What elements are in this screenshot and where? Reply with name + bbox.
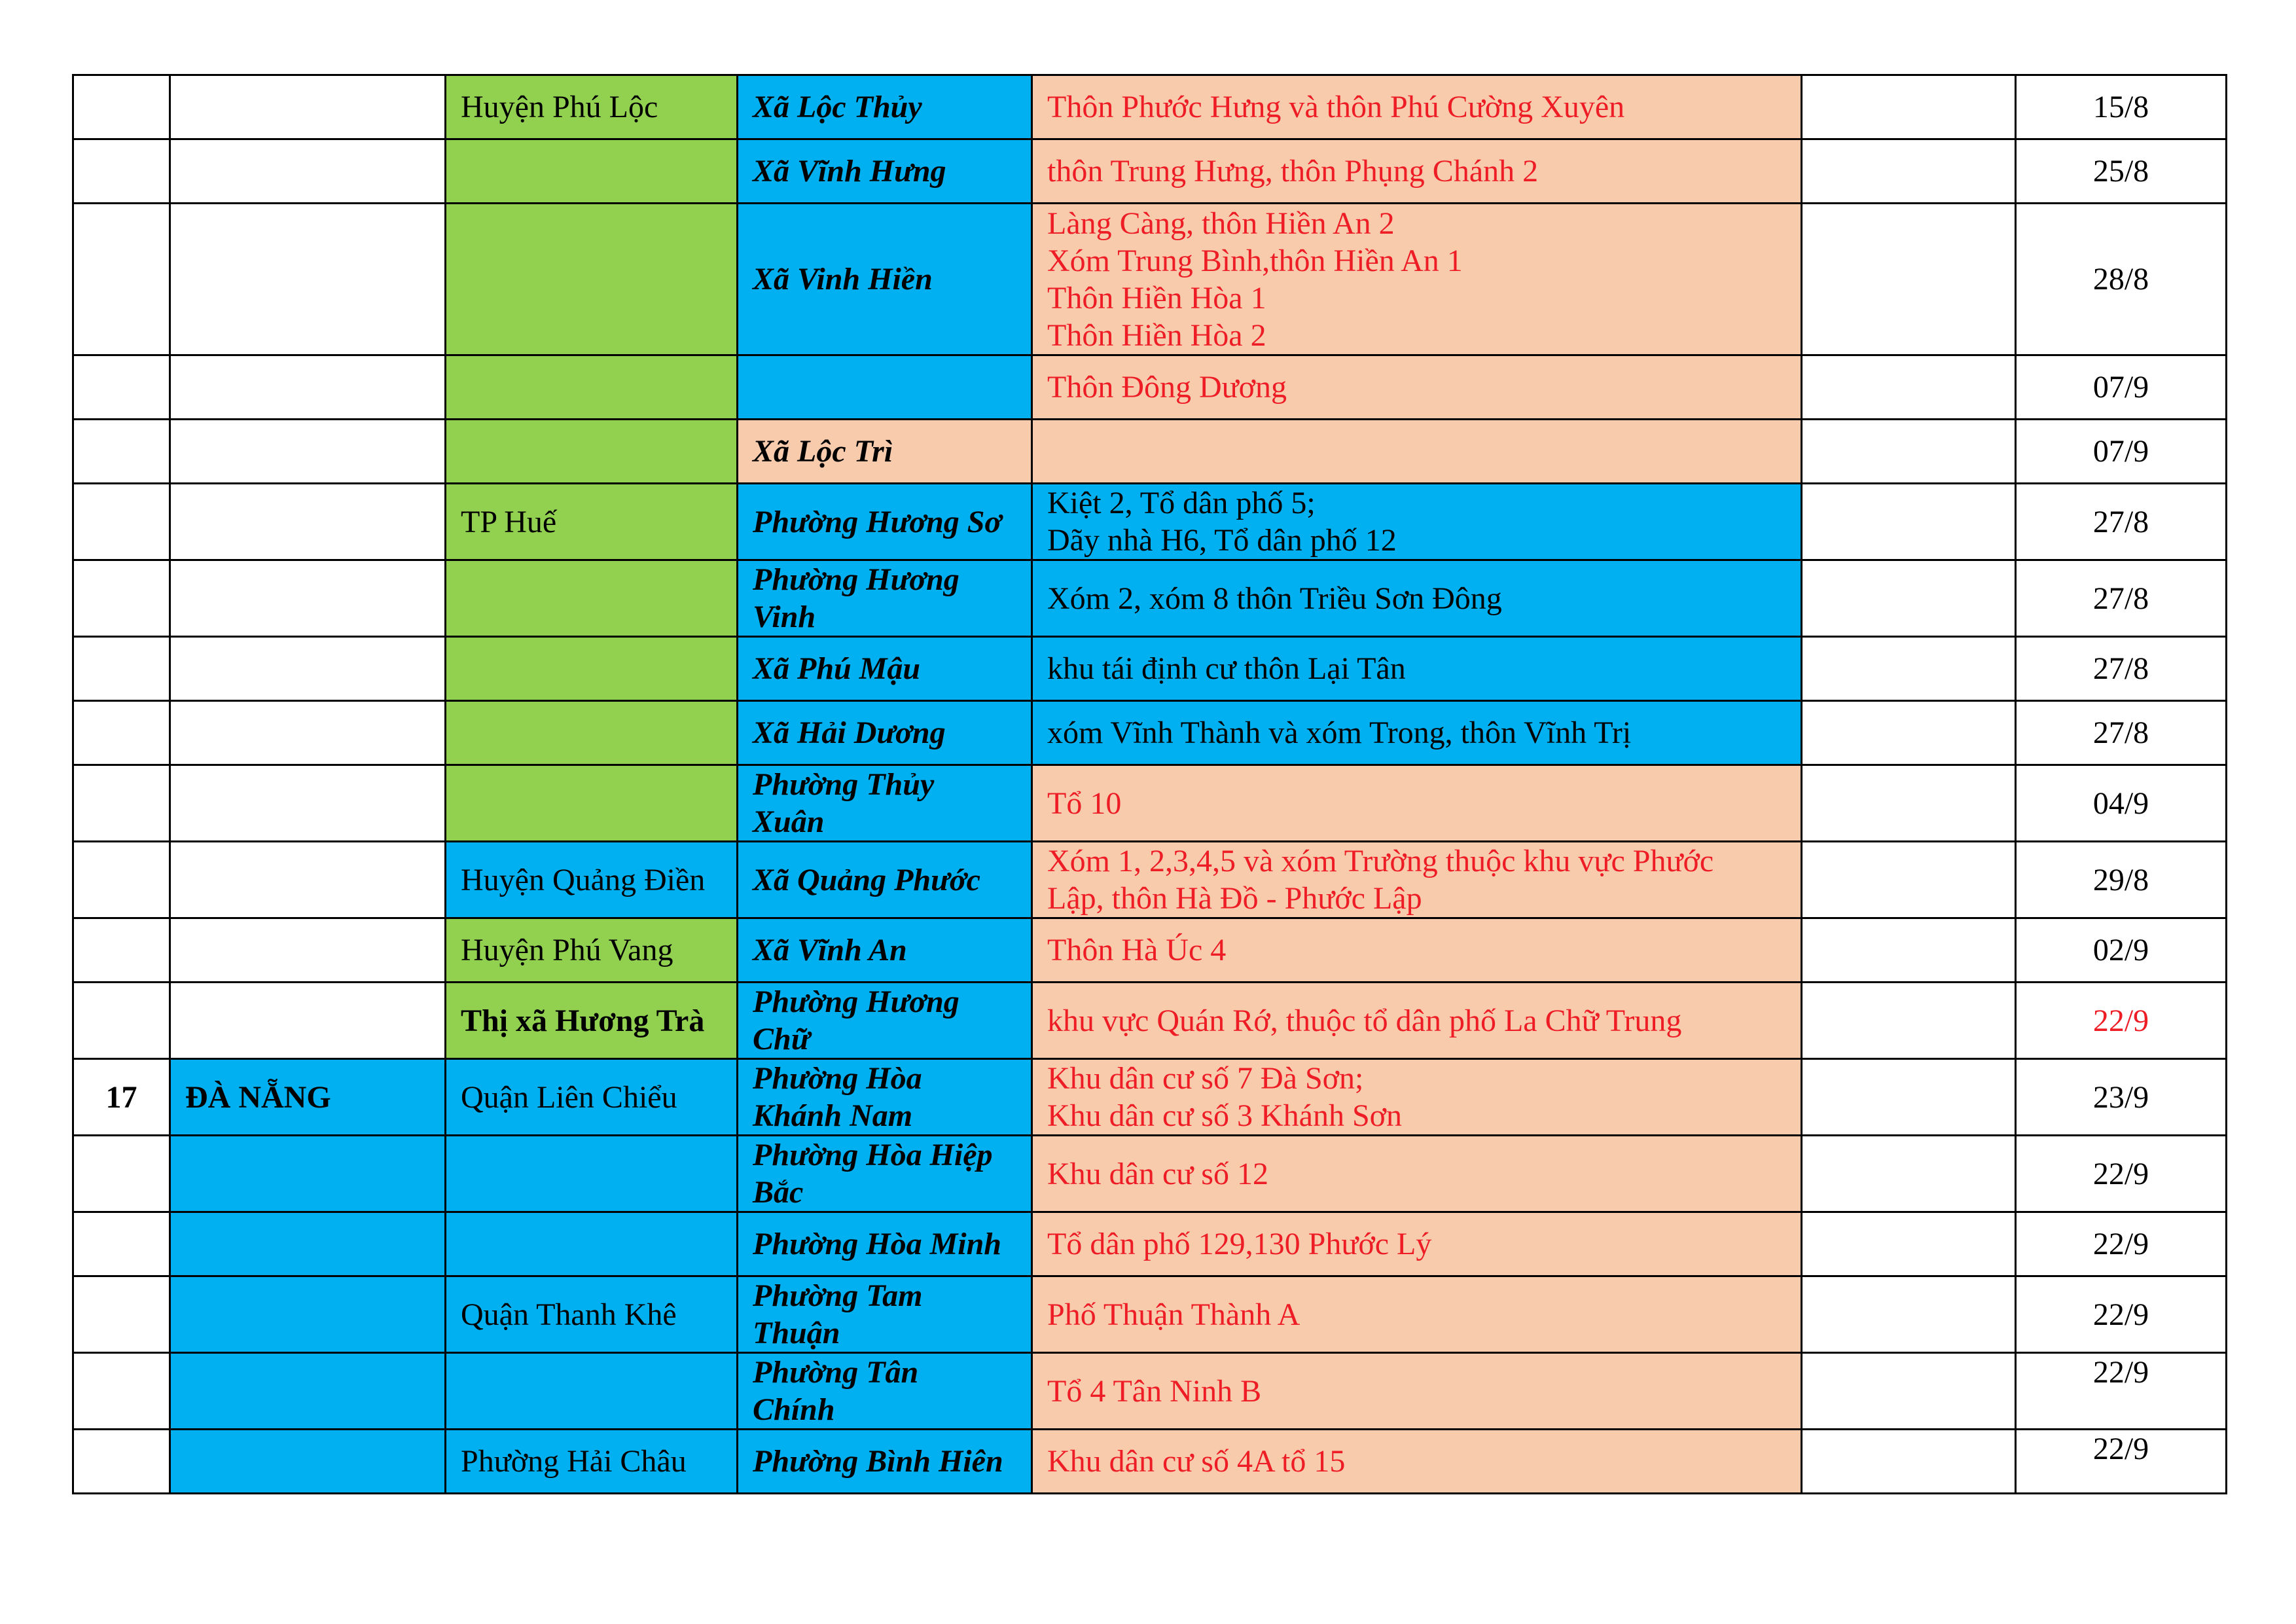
area-cell: [1032, 75, 1802, 139]
district-cell: Phường Hải Châu: [446, 1430, 738, 1494]
province-cell: [170, 983, 446, 1059]
province-cell: [170, 765, 446, 842]
area-line: khu tái định cư thôn Lại Tân: [1047, 651, 1406, 686]
table-row: [73, 1430, 2227, 1494]
data-table: [72, 74, 2227, 1494]
area-line: Lập, thôn Hà Đồ - Phước Lập: [1047, 881, 1422, 916]
table-row: [73, 1353, 2227, 1430]
ward-line: Vinh: [753, 600, 816, 634]
row-number-cell: [73, 484, 170, 560]
ward-line: Phường Bình Hiên: [753, 1444, 1003, 1479]
date-cell: 07/9: [2016, 355, 2227, 420]
province-cell: [170, 484, 446, 560]
table-row: [73, 75, 2227, 139]
date-cell: 27/8: [2016, 484, 2227, 560]
table-row: [73, 1276, 2227, 1353]
province-cell: [170, 1430, 446, 1494]
province-cell: [170, 842, 446, 918]
ward-line: Chữ: [753, 1022, 810, 1056]
ward-line: Bắc: [753, 1175, 804, 1210]
ward-line: Xã Quảng Phước: [753, 862, 980, 897]
ward-line: Xã Lộc Trì: [753, 434, 893, 469]
note-cell: [1802, 701, 2016, 765]
date-cell: 23/9: [2016, 1059, 2227, 1136]
area-cell: [1032, 420, 1802, 484]
ward-cell: [738, 918, 1032, 983]
area-line: thôn Trung Hưng, thôn Phụng Chánh 2: [1047, 154, 1539, 189]
area-cell: [1032, 765, 1802, 842]
area-cell: [1032, 1276, 1802, 1353]
date-cell: 07/9: [2016, 420, 2227, 484]
ward-line: Xã Vĩnh Hưng: [753, 154, 946, 189]
date-cell: 22/9: [2016, 1430, 2227, 1494]
table-row: [73, 637, 2227, 701]
date-cell: 29/8: [2016, 842, 2227, 918]
date-cell: 15/8: [2016, 75, 2227, 139]
area-line: Tổ dân phố 129,130 Phước Lý: [1047, 1227, 1432, 1261]
ward-cell: [738, 75, 1032, 139]
area-cell: [1032, 701, 1802, 765]
area-line: Tổ 4 Tân Ninh B: [1047, 1373, 1262, 1409]
table-row: [73, 842, 2227, 918]
row-number-cell: [73, 918, 170, 983]
area-cell: [1032, 1212, 1802, 1276]
district-cell: [446, 701, 738, 765]
ward-line: Xã Vinh Hiền: [753, 262, 933, 297]
ward-cell: [738, 355, 1032, 420]
ward-line: Chính: [753, 1392, 835, 1427]
area-line: Khu dân cư số 7 Đà Sơn;: [1047, 1061, 1364, 1096]
province-cell: [170, 1353, 446, 1430]
ward-line: Phường Tân: [753, 1355, 919, 1390]
note-cell: [1802, 560, 2016, 637]
date-cell: 22/9: [2016, 1136, 2227, 1212]
area-cell: [1032, 983, 1802, 1059]
date-cell: 27/8: [2016, 701, 2227, 765]
ward-line: Phường Thủy: [753, 767, 935, 802]
date-cell: 22/9: [2016, 983, 2227, 1059]
ward-cell: [738, 701, 1032, 765]
ward-line: Phường Hòa Hiệp: [753, 1138, 993, 1172]
table-row: [73, 1059, 2227, 1136]
table-body: [73, 75, 2227, 1494]
note-cell: [1802, 983, 2016, 1059]
note-cell: [1802, 1136, 2016, 1212]
note-cell: [1802, 918, 2016, 983]
row-number-cell: [73, 842, 170, 918]
table-row: [73, 701, 2227, 765]
date-cell: 27/8: [2016, 560, 2227, 637]
table-row: [73, 484, 2227, 560]
note-cell: [1802, 1059, 2016, 1136]
district-cell: [446, 139, 738, 204]
ward-line: Phường Hòa Minh: [753, 1227, 1001, 1261]
district-cell: [446, 1353, 738, 1430]
row-number-cell: [73, 765, 170, 842]
note-cell: [1802, 484, 2016, 560]
date-cell: 22/9: [2016, 1276, 2227, 1353]
table-row: [73, 204, 2227, 355]
district-cell: Huyện Phú Lộc: [446, 75, 738, 139]
note-cell: [1802, 355, 2016, 420]
area-line: Dãy nhà H6, Tổ dân phố 12: [1047, 523, 1397, 558]
area-line: Thôn Hiền Hòa 1: [1047, 280, 1266, 316]
row-number-cell: [73, 983, 170, 1059]
table-row: [73, 1212, 2227, 1276]
province-cell: ĐÀ NẴNG: [170, 1059, 446, 1136]
date-cell: 02/9: [2016, 918, 2227, 983]
row-number-cell: [73, 204, 170, 355]
ward-line: Phường Hương Sơ: [753, 504, 1002, 539]
area-cell: [1032, 355, 1802, 420]
row-number-cell: 17: [73, 1059, 170, 1136]
table-row: [73, 139, 2227, 204]
note-cell: [1802, 637, 2016, 701]
note-cell: [1802, 139, 2016, 204]
area-line: Khu dân cư số 3 Khánh Sơn: [1047, 1098, 1403, 1133]
row-number-cell: [73, 355, 170, 420]
area-line: Khu dân cư số 4A tổ 15: [1047, 1444, 1346, 1479]
ward-line: Phường Hương: [753, 984, 960, 1019]
area-cell: [1032, 918, 1802, 983]
district-cell: [446, 420, 738, 484]
note-cell: [1802, 1430, 2016, 1494]
area-line: Xóm Trung Bình,thôn Hiền An 1: [1047, 243, 1463, 278]
area-line: xóm Vĩnh Thành và xóm Trong, thôn Vĩnh Trị: [1047, 715, 1632, 750]
date-cell: 22/9: [2016, 1353, 2227, 1430]
ward-cell: [738, 484, 1032, 560]
area-line: Xóm 1, 2,3,4,5 và xóm Trường thuộc khu vực Phước: [1047, 844, 1714, 878]
note-cell: [1802, 420, 2016, 484]
district-cell: [446, 355, 738, 420]
district-cell: [446, 765, 738, 842]
ward-cell: [738, 842, 1032, 918]
area-cell: [1032, 637, 1802, 701]
note-cell: [1802, 842, 2016, 918]
province-cell: [170, 1212, 446, 1276]
table-row: [73, 355, 2227, 420]
area-line: Thôn Đông Dương: [1047, 370, 1287, 405]
ward-line: Khánh Nam: [753, 1098, 913, 1133]
area-cell: [1032, 204, 1802, 355]
ward-cell: [738, 1212, 1032, 1276]
row-number-cell: [73, 1276, 170, 1353]
ward-cell: [738, 1430, 1032, 1494]
ward-line: Xã Lộc Thủy: [753, 90, 922, 124]
row-number-cell: [73, 75, 170, 139]
ward-cell: [738, 1059, 1032, 1136]
date-cell: 22/9: [2016, 1212, 2227, 1276]
ward-line: Xã Hải Dương: [753, 715, 946, 750]
area-cell: [1032, 1353, 1802, 1430]
table-row: [73, 983, 2227, 1059]
ward-line: Phường Hòa: [753, 1061, 922, 1096]
district-cell: Thị xã Hương Trà: [446, 983, 738, 1059]
ward-cell: [738, 1353, 1032, 1430]
note-cell: [1802, 1276, 2016, 1353]
district-cell: Quận Thanh Khê: [446, 1276, 738, 1353]
table-row: [73, 1136, 2227, 1212]
area-line: Xóm 2, xóm 8 thôn Triều Sơn Đông: [1047, 581, 1502, 616]
province-cell: [170, 139, 446, 204]
district-cell: [446, 1136, 738, 1212]
table-row: [73, 420, 2227, 484]
note-cell: [1802, 1353, 2016, 1430]
ward-cell: [738, 983, 1032, 1059]
area-cell: [1032, 484, 1802, 560]
ward-line: Xã Phú Mậu: [753, 651, 921, 686]
district-cell: [446, 637, 738, 701]
area-cell: [1032, 1059, 1802, 1136]
ward-line: Xuân: [753, 804, 825, 839]
area-cell: [1032, 842, 1802, 918]
note-cell: [1802, 204, 2016, 355]
area-cell: [1032, 1136, 1802, 1212]
province-cell: [170, 75, 446, 139]
area-cell: [1032, 139, 1802, 204]
row-number-cell: [73, 1212, 170, 1276]
province-cell: [170, 560, 446, 637]
table-row: [73, 560, 2227, 637]
ward-cell: [738, 637, 1032, 701]
area-line: Làng Càng, thôn Hiền An 2: [1047, 206, 1395, 241]
ward-cell: [738, 1136, 1032, 1212]
district-cell: [446, 560, 738, 637]
row-number-cell: [73, 637, 170, 701]
ward-cell: [738, 560, 1032, 637]
date-cell: 27/8: [2016, 637, 2227, 701]
note-cell: [1802, 1212, 2016, 1276]
district-cell: Huyện Phú Vang: [446, 918, 738, 983]
table-row: [73, 918, 2227, 983]
province-cell: [170, 1276, 446, 1353]
area-line: Tổ 10: [1047, 785, 1122, 821]
area-line: Thôn Hà Úc 4: [1047, 933, 1227, 967]
ward-cell: [738, 139, 1032, 204]
date-cell: 04/9: [2016, 765, 2227, 842]
note-cell: [1802, 765, 2016, 842]
row-number-cell: [73, 560, 170, 637]
district-cell: Huyện Quảng Điền: [446, 842, 738, 918]
area-line: Kiệt 2, Tổ dân phố 5;: [1047, 486, 1316, 520]
ward-line: Phường Hương: [753, 562, 960, 597]
ward-cell: [738, 420, 1032, 484]
district-cell: TP Huế: [446, 484, 738, 560]
ward-cell: [738, 204, 1032, 355]
area-line: khu vực Quán Rớ, thuộc tổ dân phố La Chữ Trung: [1047, 1003, 1682, 1038]
row-number-cell: [73, 1353, 170, 1430]
row-number-cell: [73, 139, 170, 204]
row-number-cell: [73, 1136, 170, 1212]
ward-cell: [738, 765, 1032, 842]
province-cell: [170, 637, 446, 701]
province-cell: [170, 204, 446, 355]
ward-line: Thuận: [753, 1316, 840, 1350]
province-cell: [170, 420, 446, 484]
area-cell: [1032, 560, 1802, 637]
row-number-cell: [73, 420, 170, 484]
date-cell: 28/8: [2016, 204, 2227, 355]
date-cell: 25/8: [2016, 139, 2227, 204]
row-number-cell: [73, 1430, 170, 1494]
row-number-cell: [73, 701, 170, 765]
province-cell: [170, 355, 446, 420]
note-cell: [1802, 75, 2016, 139]
district-cell: [446, 1212, 738, 1276]
table-row: [73, 765, 2227, 842]
province-cell: [170, 701, 446, 765]
ward-line: Xã Vĩnh An: [753, 933, 907, 967]
district-cell: [446, 204, 738, 355]
area-line: Thôn Phước Hưng và thôn Phú Cường Xuyên: [1047, 90, 1625, 124]
ward-cell: [738, 1276, 1032, 1353]
area-line: Thôn Hiền Hòa 2: [1047, 317, 1266, 353]
province-cell: [170, 918, 446, 983]
area-line: Phố Thuận Thành A: [1047, 1297, 1300, 1332]
province-cell: [170, 1136, 446, 1212]
ward-line: Phường Tam: [753, 1278, 923, 1313]
area-line: Khu dân cư số 12: [1047, 1156, 1268, 1191]
district-cell: Quận Liên Chiểu: [446, 1059, 738, 1136]
area-cell: [1032, 1430, 1802, 1494]
